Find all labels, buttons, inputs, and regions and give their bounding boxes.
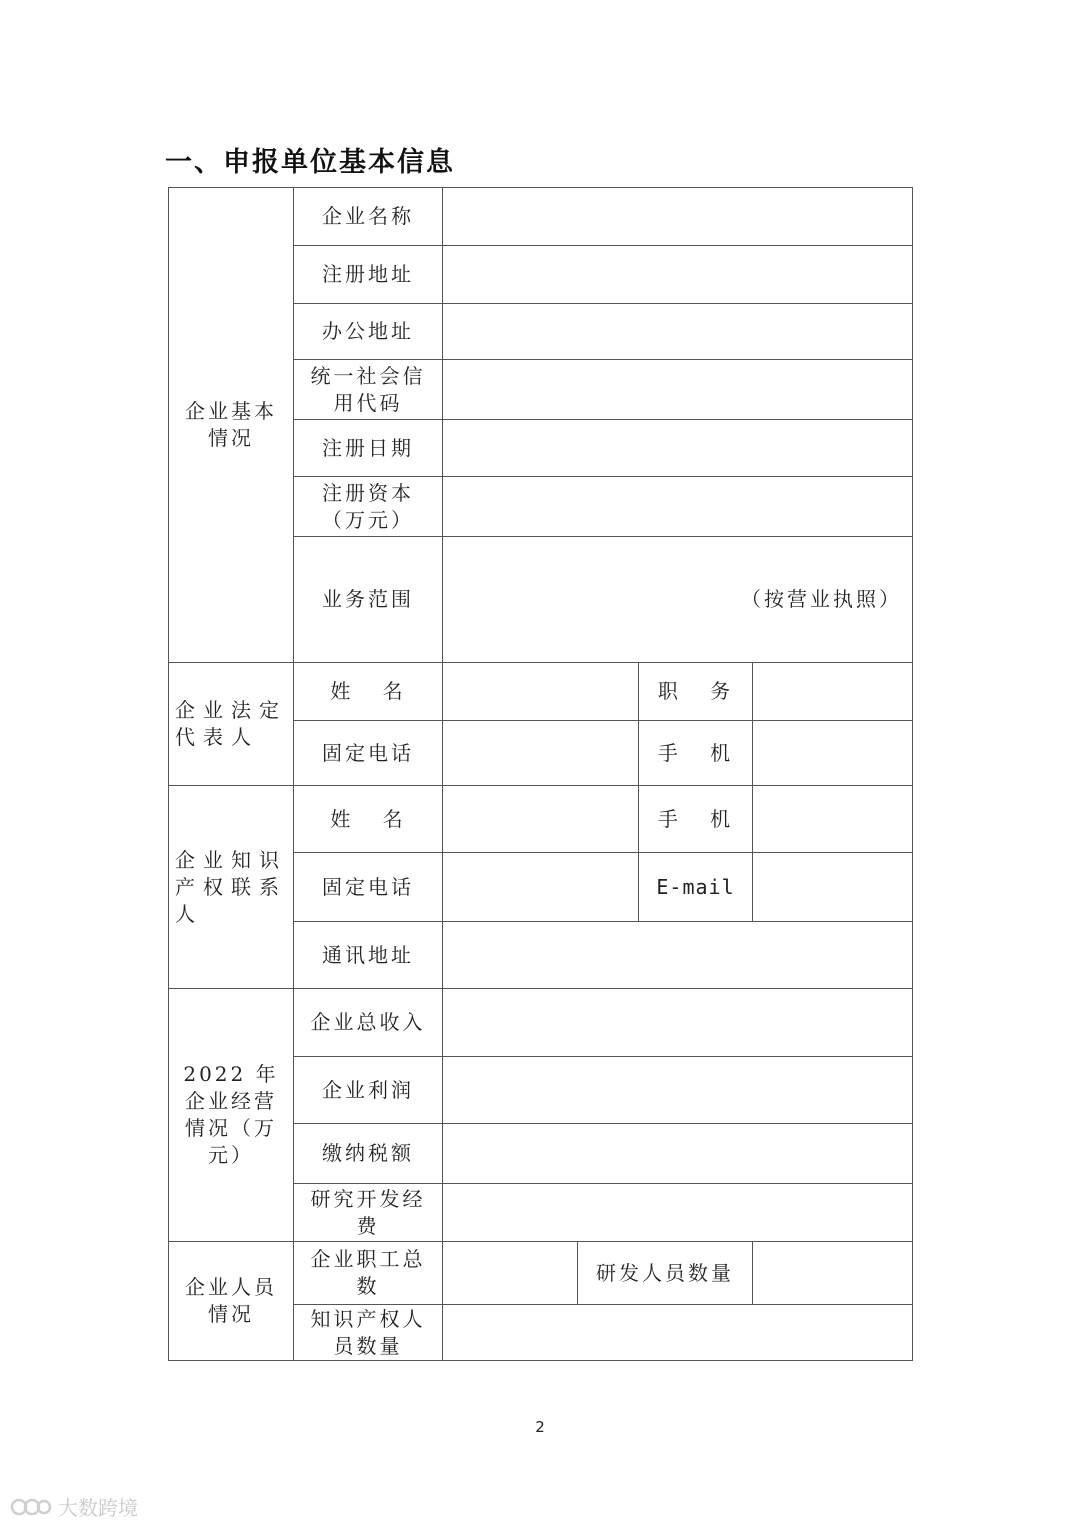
label-staff-total: 企业职工总数 bbox=[293, 1241, 443, 1305]
input-ip-contact-phone[interactable] bbox=[442, 852, 639, 922]
input-rd-expense[interactable] bbox=[442, 1183, 913, 1242]
section-label-operations: 2022 年企业经营情况（万元） bbox=[168, 988, 294, 1242]
input-legal-rep-position[interactable] bbox=[752, 662, 913, 721]
label-company-name: 企业名称 bbox=[293, 187, 443, 246]
input-business-scope[interactable] bbox=[442, 536, 913, 663]
input-reg-date[interactable] bbox=[442, 419, 913, 477]
input-ip-contact-mobile[interactable] bbox=[752, 785, 913, 853]
input-staff-total[interactable] bbox=[442, 1241, 578, 1305]
watermark-logo-icon bbox=[10, 1496, 52, 1518]
label-legal-rep-phone: 固定电话 bbox=[293, 720, 443, 786]
input-profit[interactable] bbox=[442, 1056, 913, 1124]
section-label-legal-rep: 企业法定代表人 bbox=[168, 662, 294, 786]
input-ip-staff[interactable] bbox=[442, 1304, 913, 1361]
label-rd-expense: 研究开发经费 bbox=[293, 1183, 443, 1242]
input-ip-contact-address[interactable] bbox=[442, 921, 913, 989]
label-credit-code: 统一社会信用代码 bbox=[293, 359, 443, 420]
business-scope-note: （按营业执照） bbox=[741, 587, 902, 611]
label-legal-rep-position: 职 务 bbox=[638, 662, 753, 721]
input-revenue[interactable] bbox=[442, 988, 913, 1057]
page-number: 2 bbox=[535, 1418, 545, 1436]
label-reg-address: 注册地址 bbox=[293, 245, 443, 304]
label-ip-contact-mobile: 手 机 bbox=[638, 785, 753, 853]
input-office-address[interactable] bbox=[442, 303, 913, 360]
section-label-staff: 企业人员情况 bbox=[168, 1241, 294, 1361]
input-legal-rep-name[interactable] bbox=[442, 662, 639, 721]
label-revenue: 企业总收入 bbox=[293, 988, 443, 1057]
input-legal-rep-phone[interactable] bbox=[442, 720, 639, 786]
label-tax: 缴纳税额 bbox=[293, 1123, 443, 1184]
section-heading: 一、申报单位基本信息 bbox=[165, 147, 455, 178]
input-tax[interactable] bbox=[442, 1123, 913, 1184]
label-ip-staff: 知识产权人员数量 bbox=[293, 1304, 443, 1361]
input-ip-contact-name[interactable] bbox=[442, 785, 639, 853]
label-ip-contact-email: E-mail bbox=[638, 852, 753, 922]
label-legal-rep-mobile: 手 机 bbox=[638, 720, 753, 786]
input-reg-capital[interactable] bbox=[442, 476, 913, 537]
label-reg-date: 注册日期 bbox=[293, 419, 443, 477]
label-office-address: 办公地址 bbox=[293, 303, 443, 360]
input-legal-rep-mobile[interactable] bbox=[752, 720, 913, 786]
watermark-text: 大数跨境 bbox=[58, 1496, 138, 1520]
label-ip-contact-address: 通讯地址 bbox=[293, 921, 443, 989]
input-reg-address[interactable] bbox=[442, 245, 913, 304]
input-rd-staff[interactable] bbox=[752, 1241, 913, 1305]
label-ip-contact-phone: 固定电话 bbox=[293, 852, 443, 922]
label-ip-contact-name: 姓 名 bbox=[293, 785, 443, 853]
label-profit: 企业利润 bbox=[293, 1056, 443, 1124]
label-reg-capital: 注册资本（万元） bbox=[293, 476, 443, 537]
input-credit-code[interactable] bbox=[442, 359, 913, 420]
section-label-basic: 企业基本情况 bbox=[168, 187, 294, 663]
section-label-ip-contact: 企业知识产权联系人 bbox=[168, 785, 294, 989]
label-legal-rep-name: 姓 名 bbox=[293, 662, 443, 721]
input-company-name[interactable] bbox=[442, 187, 913, 246]
input-ip-contact-email[interactable] bbox=[752, 852, 913, 922]
label-business-scope: 业务范围 bbox=[293, 536, 443, 663]
label-rd-staff: 研发人员数量 bbox=[577, 1241, 753, 1305]
watermark bbox=[10, 1492, 138, 1521]
